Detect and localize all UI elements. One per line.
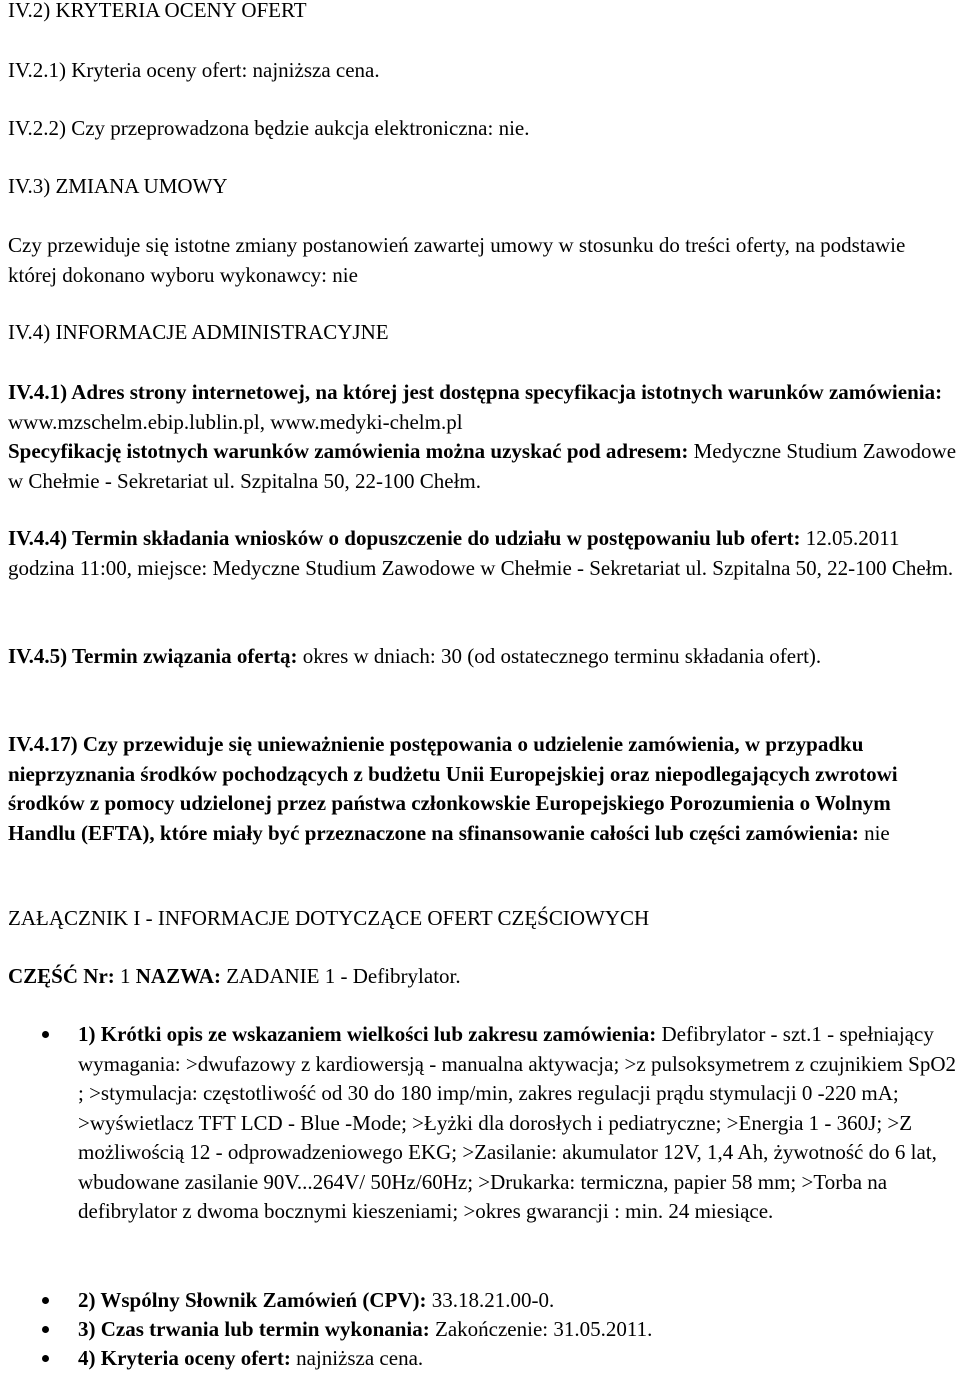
list-item-label: 2) Wspólny Słownik Zamówień (CPV):: [78, 1288, 427, 1312]
bullet-icon: [42, 1326, 49, 1333]
section-heading-iv3: IV.3) ZMIANA UMOWY: [8, 174, 228, 198]
annex-heading: ZAŁĄCZNIK I - INFORMACJE DOTYCZĄCE OFERT CZĘŚCIOWYCH: [8, 906, 650, 930]
field-value: najniższa cena.: [252, 58, 380, 82]
list-item: [78, 1344, 960, 1374]
field-value: nie: [332, 262, 358, 287]
field-label: IV.4.1) Adres strony internetowej, na której jest dostępna specyfikacja istotnych warunków zamówienia:: [8, 380, 943, 404]
field-iv417: [8, 730, 958, 848]
list-item-value: najniższa cena.: [296, 1346, 424, 1370]
list-item-value: Defibrylator - szt.1 - spełniający wymagania: >dwufazowy z kardiowersją - manualna aktywacja; >z pulsoksymetrem z czujnikiem SpO2 ; >stymulacja: częstotliwość od 30 do 180 imp/min, zakres regulacji prądu stymulacji 0 -220 mA; >wyświetlacz TFT LCD - Blue -Mode; >Łyżki dla dorosłych i pediatryczne; >Energia 1 - 360J; >Z możliwością 12 - odprowadzeniowego EKG; >Zasilanie: akumulator 12V, 1,4 Ah, żywotność do 6 lat, wbudowane zasilanie 90V...264V/ 50Hz/60Hz; >Drukarka: termiczna, papier 58 mm; >Torba na defibrylator z dwoma bocznymi kieszeniami; >okres gwarancji : min. 24 miesiące.: [78, 1022, 956, 1223]
field-value: 12.05.2011 godzina 11:00, miejsce: Medyczne Studium Zawodowe w Chełmie - Sekretariat ul. Szpitalna 50, 22-100 Chełm.: [8, 526, 954, 580]
field-label: IV.2.2) Czy przeprowadzona będzie aukcja elektroniczna:: [8, 116, 494, 140]
bullet-icon: [42, 1031, 49, 1038]
field-label: Czy przewiduje się istotne zmiany postanowień zawartej umowy w stosunku do treści oferty, na podstawie której dokonano wyboru wykonawcy:: [8, 233, 906, 287]
field-iv44: [8, 524, 958, 583]
field-value: nie: [864, 820, 890, 845]
list-item: [78, 1286, 960, 1316]
field-label: IV.4.4) Termin składania wniosków o dopuszczenie do udziału w postępowaniu lub ofert:: [8, 526, 801, 550]
field-value: nie.: [498, 116, 530, 140]
part-name: ZADANIE 1 - Defibrylator.: [226, 964, 461, 988]
section-heading-iv4: IV.4) INFORMACJE ADMINISTRACYJNE: [8, 320, 389, 344]
section-heading-iv2: IV.2) KRYTERIA OCENY OFERT: [8, 0, 307, 22]
field-label: IV.2.1) Kryteria oceny ofert:: [8, 58, 248, 82]
field-label-2: Specyfikację istotnych warunków zamówienia można uzyskać pod adresem:: [8, 439, 689, 463]
field-label: IV.4.5) Termin związania ofertą:: [8, 644, 298, 668]
bullet-icon: [42, 1297, 49, 1304]
list-item-label: 4) Kryteria oceny ofert:: [78, 1346, 291, 1370]
field-iv22: [8, 114, 958, 144]
field-label: IV.4.17) Czy przewiduje się unieważnienie postępowania o udzielenie zamówienia, w przypadku nieprzyznania środków pochodzących z budżetu Unii Europejskiej oraz niepodlegających zwrotowi środków z pomocy udzielonej przez państwa członkowskie Europejskiego Porozumienia o Wolnym Handlu (EFTA), które miały być przeznaczone na sfinansowanie całości lub części zamówienia:: [8, 732, 898, 845]
list-item-label: 3) Czas trwania lub termin wykonania:: [78, 1317, 430, 1341]
list-item-value: 33.18.21.00-0.: [431, 1288, 555, 1312]
field-iv41: [8, 378, 958, 496]
list-item-label: 1) Krótki opis ze wskazaniem wielkości lub zakresu zamówienia:: [78, 1022, 657, 1046]
list-item: [78, 1315, 960, 1345]
part-name-label: NAZWA:: [135, 964, 221, 988]
part-nr-label: CZĘŚĆ Nr:: [8, 964, 115, 988]
field-value-2: Medyczne Studium Zawodowe w Chełmie - Sekretariat ul. Szpitalna 50, 22-100 Chełm.: [8, 439, 957, 493]
list-item-value: Zakończenie: 31.05.2011.: [435, 1317, 653, 1341]
field-value: www.mzschelm.ebip.lublin.pl, www.medyki-chelm.pl: [8, 409, 463, 434]
part-nr: 1: [120, 964, 131, 988]
field-iv21: [8, 56, 958, 86]
list-item: [78, 1020, 960, 1227]
field-iv3-question: [8, 231, 958, 290]
bullet-icon: [42, 1355, 49, 1362]
part-heading: [8, 962, 958, 992]
field-iv45: [8, 642, 958, 672]
field-value: okres w dniach: 30 (od ostatecznego terminu składania ofert).: [302, 644, 822, 668]
